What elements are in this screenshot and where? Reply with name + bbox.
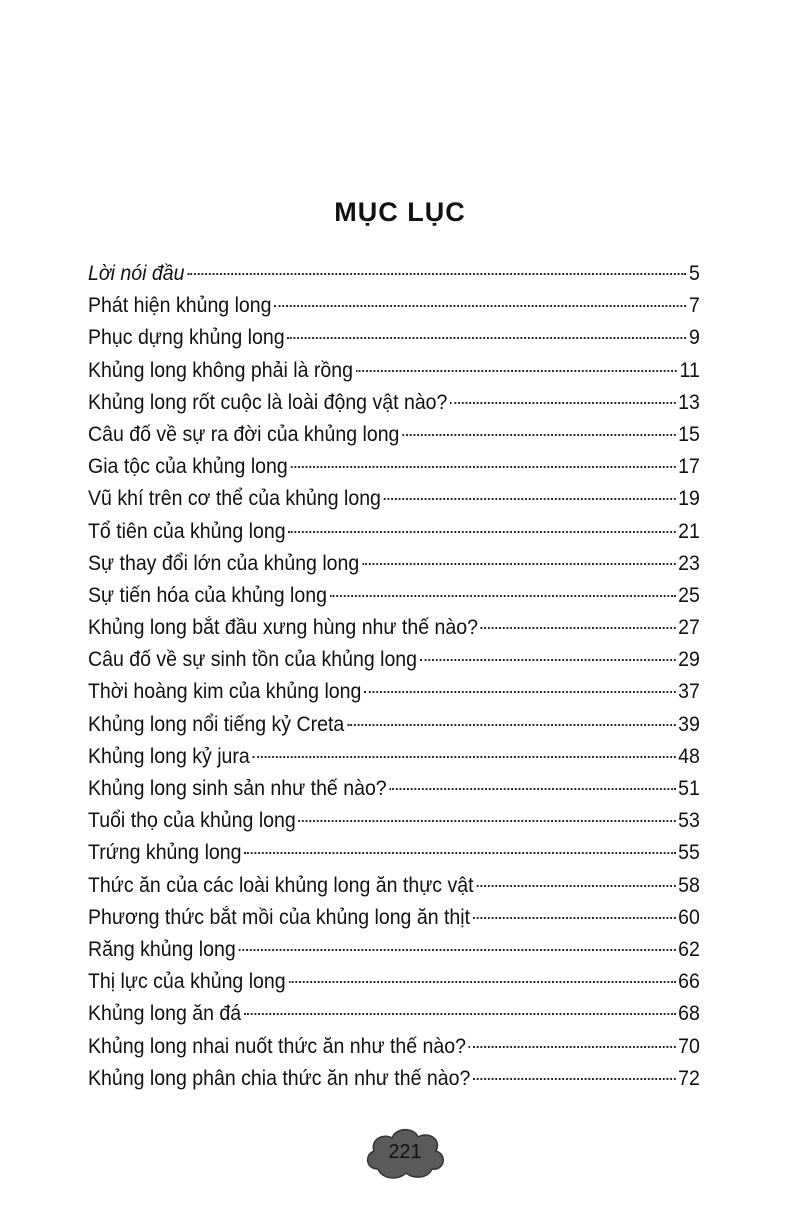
toc-entry-title: Khủng long bắt đầu xưng hùng như thế nào? <box>88 616 478 640</box>
toc-entry-page: 70 <box>678 1034 700 1058</box>
dot-leader <box>238 949 675 951</box>
toc-entry <box>88 548 700 580</box>
toc-entry-title: Khủng long phân chia thức ăn như thế nào? <box>88 1066 471 1090</box>
toc-entry-title: Lời nói đầu <box>88 262 185 285</box>
toc-entry-title: Câu đố về sự ra đời của khủng long <box>88 422 400 446</box>
toc-entry <box>88 805 700 837</box>
toc-entry-page: 29 <box>678 648 700 672</box>
toc-entry <box>88 580 700 612</box>
toc-entry-page: 60 <box>678 905 700 929</box>
toc-entry <box>88 516 700 548</box>
toc-entry-page: 51 <box>678 777 700 800</box>
toc-entry-title: Thị lực của khủng long <box>88 970 286 994</box>
toc-entry <box>88 966 700 998</box>
toc-entry <box>88 676 700 708</box>
toc-entry-page: 53 <box>678 809 700 833</box>
toc-entry-page: 62 <box>678 937 700 961</box>
toc-entry-title: Sự thay đổi lớn của khủng long <box>88 551 360 575</box>
toc-entry-title: Vũ khí trên cơ thể của khủng long <box>88 487 381 511</box>
toc-entry-page: 21 <box>678 519 700 543</box>
toc-entry-title: Khủng long rốt cuộc là loài động vật nào? <box>88 390 448 414</box>
toc-entry-title: Khủng long không phải là rồng <box>88 358 353 382</box>
dot-leader <box>244 1013 675 1015</box>
toc-entry-title: Khủng long kỷ jura <box>88 744 250 768</box>
toc-entry-page: 7 <box>688 294 700 318</box>
toc-entry <box>88 773 700 805</box>
toc-entry <box>88 837 700 869</box>
toc-entry <box>88 1031 700 1063</box>
dot-leader <box>291 466 676 468</box>
toc-entry-page: 5 <box>688 262 700 285</box>
toc-entry-page: 9 <box>688 326 700 350</box>
dot-leader <box>362 563 675 565</box>
dot-leader <box>473 917 675 919</box>
toc-entry-page: 39 <box>678 712 700 736</box>
toc-entry-page: 13 <box>678 390 700 414</box>
toc-entry-title: Trứng khủng long <box>88 841 242 865</box>
toc-entry-title: Phục dựng khủng long <box>88 326 285 350</box>
toc-entry-page: 48 <box>678 744 700 768</box>
toc-entry <box>88 387 700 419</box>
toc-entry <box>88 451 700 483</box>
page-number: 221 <box>388 1141 422 1163</box>
dot-leader <box>288 531 675 533</box>
dot-leader <box>287 337 686 339</box>
toc-entry-title: Khủng long ăn đá <box>88 1002 242 1026</box>
toc-entry-page: 23 <box>678 551 700 575</box>
dot-leader <box>347 724 675 726</box>
toc-entry <box>88 483 700 515</box>
toc-entry-title: Gia tộc của khủng long <box>88 455 288 479</box>
toc-entry-page: 15 <box>678 422 700 446</box>
table-of-contents <box>88 258 700 1095</box>
dot-leader <box>288 981 675 983</box>
toc-entry-title: Câu đố về sự sinh tồn của khủng long <box>88 648 418 672</box>
dot-leader <box>253 756 676 758</box>
toc-entry-page: 11 <box>679 358 700 382</box>
toc-entry-title: Răng khủng long <box>88 937 236 961</box>
toc-entry-title: Khủng long nổi tiếng kỷ Creta <box>88 712 345 736</box>
dot-leader <box>187 273 686 275</box>
toc-entry <box>88 709 700 741</box>
toc-entry-page: 58 <box>678 873 700 897</box>
dot-leader <box>356 370 677 372</box>
toc-entry <box>88 290 700 322</box>
toc-entry <box>88 741 700 773</box>
toc-entry-page: 25 <box>678 583 700 607</box>
dot-leader <box>330 595 676 597</box>
toc-entry-page: 72 <box>678 1066 700 1090</box>
toc-entry-title: Thức ăn của các loài khủng long ăn thực vật <box>88 873 474 897</box>
toc-entry-title: Phát hiện khủng long <box>88 294 272 318</box>
dot-leader <box>364 691 675 693</box>
toc-entry <box>88 902 700 934</box>
toc-entry-title: Tổ tiên của khủng long <box>88 519 286 543</box>
toc-entry <box>88 934 700 966</box>
toc-entry-page: 55 <box>678 841 700 865</box>
toc-entry-page: 19 <box>678 487 700 511</box>
toc-entry <box>88 612 700 644</box>
dot-leader <box>274 305 686 307</box>
toc-entry <box>88 870 700 902</box>
dot-leader <box>244 852 675 854</box>
toc-entry <box>88 1063 700 1095</box>
page-number-badge <box>362 1123 448 1181</box>
toc-entry-title: Phương thức bắt mồi của khủng long ăn thịt <box>88 905 471 929</box>
dot-leader <box>473 1078 675 1080</box>
dot-leader <box>420 659 676 661</box>
toc-entry <box>88 258 700 290</box>
dot-leader <box>450 402 675 404</box>
toc-entry <box>88 322 700 354</box>
toc-entry-title: Sự tiến hóa của khủng long <box>88 583 327 607</box>
toc-entry-page: 68 <box>678 1002 700 1026</box>
toc-entry-page: 37 <box>678 680 700 704</box>
toc-entry <box>88 355 700 387</box>
toc-entry-title: Thời hoàng kim của khủng long <box>88 680 362 704</box>
toc-entry <box>88 998 700 1030</box>
page-title: MỤC LỤC <box>334 197 466 227</box>
dot-leader <box>469 1046 676 1048</box>
toc-entry-title: Tuổi thọ của khủng long <box>88 809 296 833</box>
toc-entry-page: 66 <box>678 970 700 994</box>
toc-entry-page: 27 <box>678 616 700 640</box>
toc-entry-title: Khủng long sinh sản như thế nào? <box>88 777 387 800</box>
toc-entry <box>88 419 700 451</box>
dot-leader <box>384 498 676 500</box>
toc-entry-page: 17 <box>678 455 700 479</box>
dot-leader <box>476 885 675 887</box>
dot-leader <box>389 788 675 790</box>
toc-entry <box>88 644 700 676</box>
dot-leader <box>402 434 675 436</box>
dot-leader <box>481 627 676 629</box>
toc-entry-title: Khủng long nhai nuốt thức ăn như thế nào? <box>88 1034 466 1058</box>
dot-leader <box>299 820 676 822</box>
